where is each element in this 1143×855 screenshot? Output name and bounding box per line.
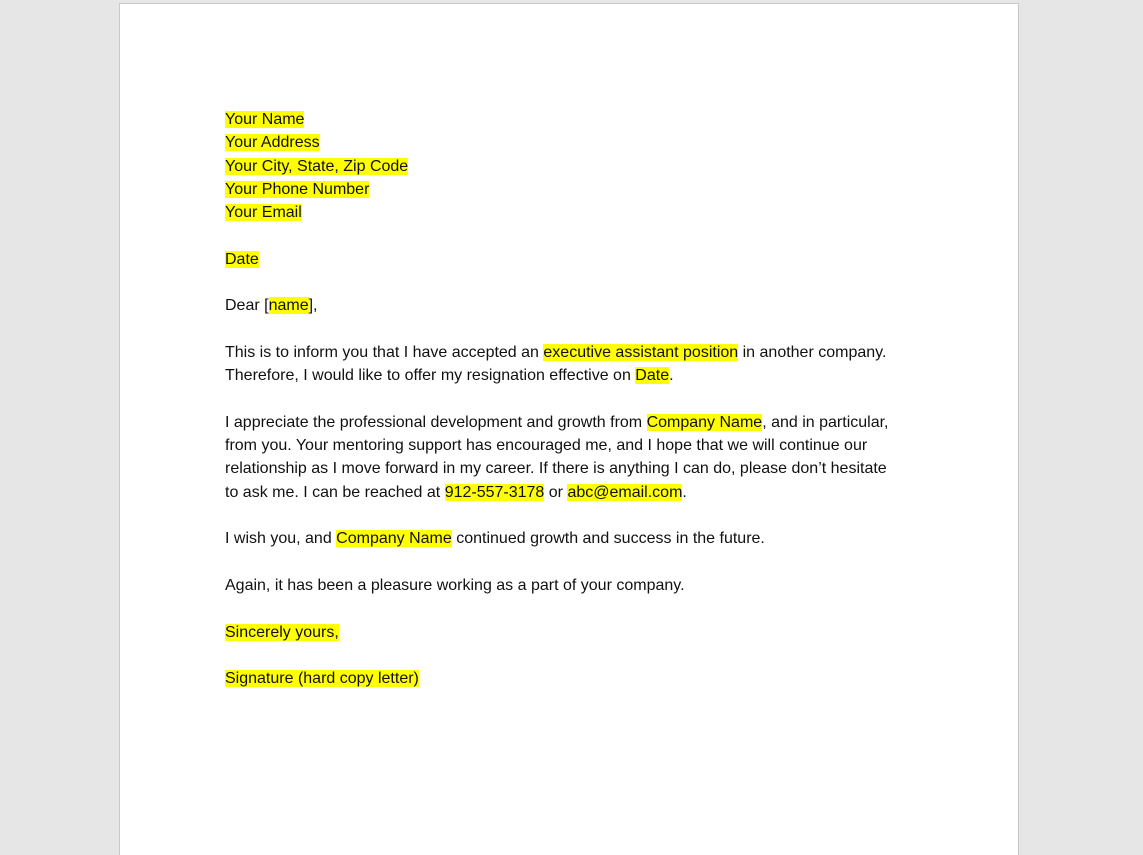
date-line [225, 248, 925, 271]
paragraph-4: Again, it has been a pleasure working as a part of your company. [225, 576, 685, 594]
blank-line [225, 597, 925, 620]
sender-city-line [225, 155, 925, 178]
phone-placeholder: 912-557-3178 [444, 483, 545, 501]
para2-line: relationship as I move forward in my career. If there is anything I can do, please don’t hesitate [225, 460, 887, 478]
para2-text: . [682, 483, 687, 501]
signature-placeholder: Signature (hard copy letter) [225, 670, 419, 688]
sender-phone: Your Phone Number [225, 180, 370, 198]
salutation-suffix: ], [308, 297, 318, 315]
blank-line [225, 644, 925, 667]
blank-line [225, 388, 925, 411]
blank-line [225, 271, 925, 294]
signature-line [225, 667, 925, 690]
company-name-placeholder: Company Name [646, 413, 763, 431]
blank-line [225, 504, 925, 527]
blank-line [225, 318, 925, 341]
para2-text: I appreciate the professional development and growth from [225, 413, 647, 431]
position-placeholder: executive assistant position [543, 343, 739, 361]
letter-body[interactable] [225, 108, 925, 690]
para3-text: continued growth and success in the future. [451, 530, 765, 548]
para1-text: . [669, 367, 674, 385]
sender-phone-line [225, 178, 925, 201]
closing: Sincerely yours, [225, 623, 339, 641]
para1-text: in another company. [738, 343, 887, 361]
sender-address: Your Address [225, 134, 320, 152]
sender-email-line [225, 201, 925, 224]
paragraph-1 [225, 341, 925, 388]
para2-text: or [544, 483, 568, 501]
paragraph-2 [225, 411, 925, 504]
para1-text: This is to inform you that I have accepted an [225, 343, 544, 361]
para3-text: I wish you, and [225, 530, 337, 548]
para1-text: Therefore, I would like to offer my resignation effective on [225, 367, 636, 385]
salutation-prefix: Dear [ [225, 297, 269, 315]
letter-date: Date [225, 250, 259, 268]
para2-text: , and in particular, [762, 413, 889, 431]
para2-line: from you. Your mentoring support has encouraged me, and I hope that we will continue our [225, 437, 868, 455]
document-page[interactable] [119, 3, 1019, 855]
effective-date-placeholder: Date [635, 367, 670, 385]
blank-line [225, 224, 925, 247]
company-name-placeholder: Company Name [336, 530, 452, 548]
blank-line [225, 551, 925, 574]
sender-address-line [225, 131, 925, 154]
email-placeholder: abc@email.com [567, 483, 683, 501]
sender-name: Your Name [225, 111, 305, 128]
para2-text: to ask me. I can be reached at [225, 483, 445, 501]
recipient-name: name [268, 297, 309, 315]
sender-name-line [225, 108, 925, 131]
closing-line [225, 621, 925, 644]
paragraph-3 [225, 527, 925, 550]
salutation [225, 294, 925, 317]
sender-email: Your Email [225, 204, 302, 222]
sender-city-state-zip: Your City, State, Zip Code [225, 157, 409, 175]
